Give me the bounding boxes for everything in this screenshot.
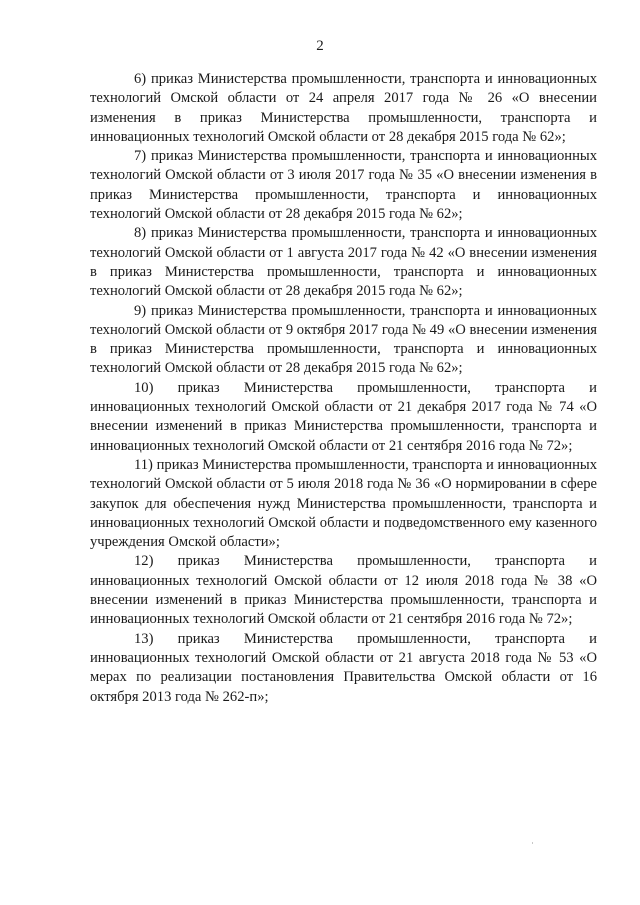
list-item-9: 9) приказ Министерства промышленности, транспорта и инновационных технологий Омской области от 9 октября 2017 года № 49 «О внесении изменения в приказ Министерства промышленности, транспорта и инновационных технологий Омской области от 28 декабря 2015 года № 62»; [90,302,597,377]
list-item-6: 6) приказ Министерства промышленности, транспорта и инновационных технологий Омской области от 24 апреля 2017 года № 26 «О внесении изменения в приказ Министерства промышленности, транспорта и инновационных технологий Омской области от 28 декабря 2015 года № 62»; [90,71,597,145]
list-item-13: 13) приказ Министерства промышленности, транспорта и инновационных технологий Омской области от 21 августа 2018 года № 53 «О мерах по реализации постановления Правительства Омской области от 16 октября 2013 года № 262-п»; [90,630,597,705]
list-item-12: 12) приказ Министерства промышленности, транспорта и инновационных технологий Омской области от 12 июля 2018 года № 38 «О внесении изменений в приказ Министерства промышленности, транспорта и инновационных технологий Омской области от 21 сентября 2016 года № 72»; [90,553,597,628]
list-item-8: 8) приказ Министерства промышленности, транспорта и инновационных технологий Омской области от 1 августа 2017 года № 42 «О внесении изменения в приказ Министерства промышленности, транспорта и инновационных технологий Омской области от 28 декабря 2015 года № 62»; [90,225,597,300]
page-number: 2 [316,38,324,54]
document-body [90,70,597,707]
list-item-11: 11) приказ Министерства промышленности, транспорта и инновационных технологий Омской области от 5 июля 2018 года № 36 «О нормировании в сфере закупок для обеспечения нужд Министерства промышленности, транспорта и инновационных технологий Омской области и подведомственного ему казенного учреждения Омской области»; [90,456,597,551]
scan-artifact [532,842,533,844]
list-item-7: 7) приказ Министерства промышленности, транспорта и инновационных технологий Омской области от 3 июля 2017 года № 35 «О внесении изменения в приказ Министерства промышленности, транспорта и инновационных технологий Омской области от 28 декабря 2015 года № 62»; [90,148,597,223]
list-item-10: 10) приказ Министерства промышленности, транспорта и инновационных технологий Омской области от 21 декабря 2017 года № 74 «О внесении изменений в приказ Министерства промышленности, транспорта и инновационных технологий Омской области от 21 сентября 2016 года № 72»; [90,379,597,454]
